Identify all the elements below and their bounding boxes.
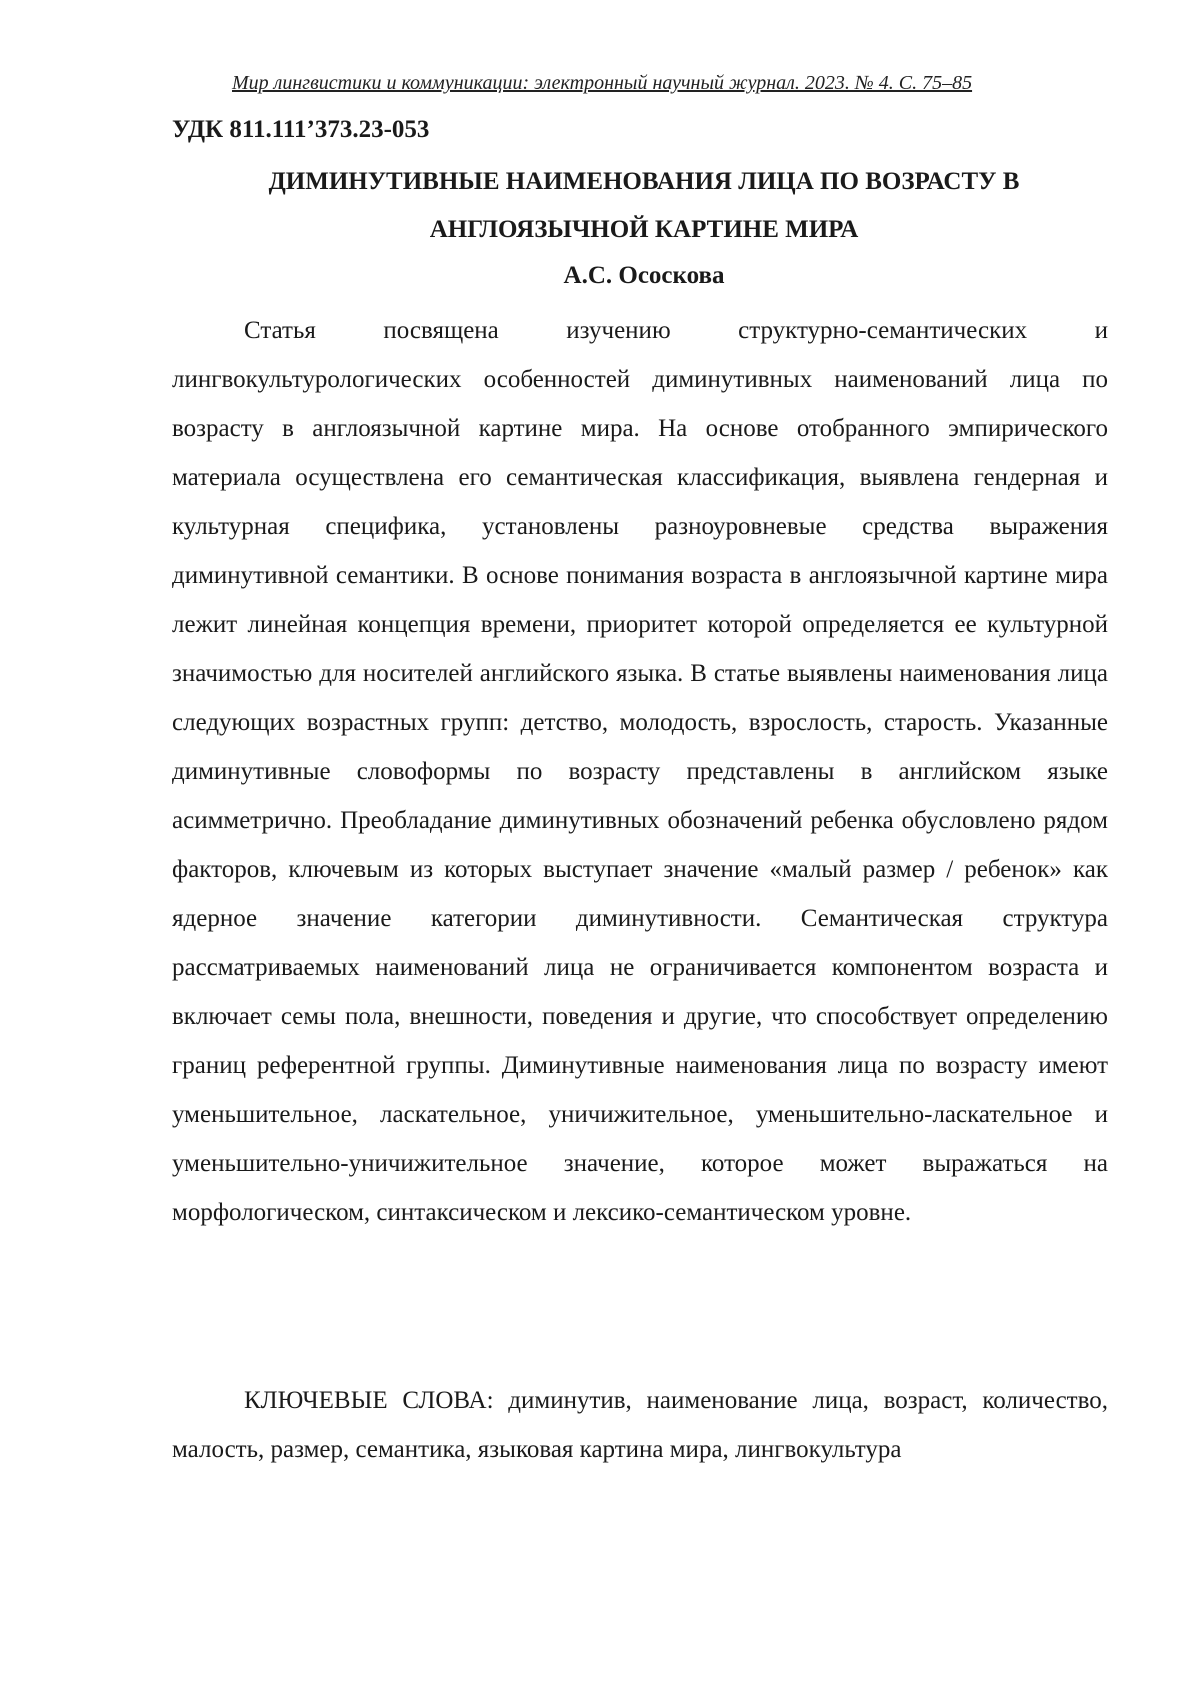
journal-running-header: Мир лингвистики и коммуникации: электронный научный журнал. 2023. № 4. С. 75–85: [232, 72, 973, 94]
article-abstract: Статья посвящена изучению структурно-семантических и лингвокультурологических особенностей диминутивных наименований лица по возрасту в англоязычной картине мира. На основе отобранного эмпирического материала осуществлена его семантическая классификация, выявлена гендерная и культурная специфика, установлены разноуровневые средства выражения диминутивной семантики. В основе понимания возраста в англоязычной картине мира лежит линейная концепция времени, приоритет которой определяется ее культурной значимостью для носителей английского языка. В статье выявлены наименования лица следующих возрастных групп: детство, молодость, взрослость, старость. Указанные диминутивные словоформы по возрасту представлены в английском языке асимметрично. Преобладание диминутивных обозначений ребенка обусловлено рядом факторов, ключевым из которых выступает значение «малый размер / ребенок» как ядерное значение категории диминутивности. Семантическая структура рассматриваемых наименований лица не ограничивается компонентом возраста и включает семы пола, внешности, поведения и другие, что способствует определению границ референтной группы. Диминутивные наименования лица по возрасту имеют уменьшительное, ласкательное, уничижительное, уменьшительно-ласкательное и уменьшительно-уничижительное значение, которое может выражаться на морфологическом, синтаксическом и лексико-семантическом уровне.: [172, 317, 1108, 1226]
article-author: А.С. Ососкова: [563, 262, 725, 289]
article-title: ДИМИНУТИВНЫЕ НАИМЕНОВАНИЯ ЛИЦА ПО ВОЗРАСТУ В АНГЛОЯЗЫЧНОЙ КАРТИНЕ МИРА: [268, 168, 1020, 243]
udk-code: УДК 811.111’373.23-053: [172, 116, 430, 143]
article-keywords: КЛЮЧЕВЫЕ СЛОВА: диминутив, наименование лица, возраст, количество, малость, размер, семантика, языковая картина мира, лингвокультура: [172, 1387, 1108, 1463]
